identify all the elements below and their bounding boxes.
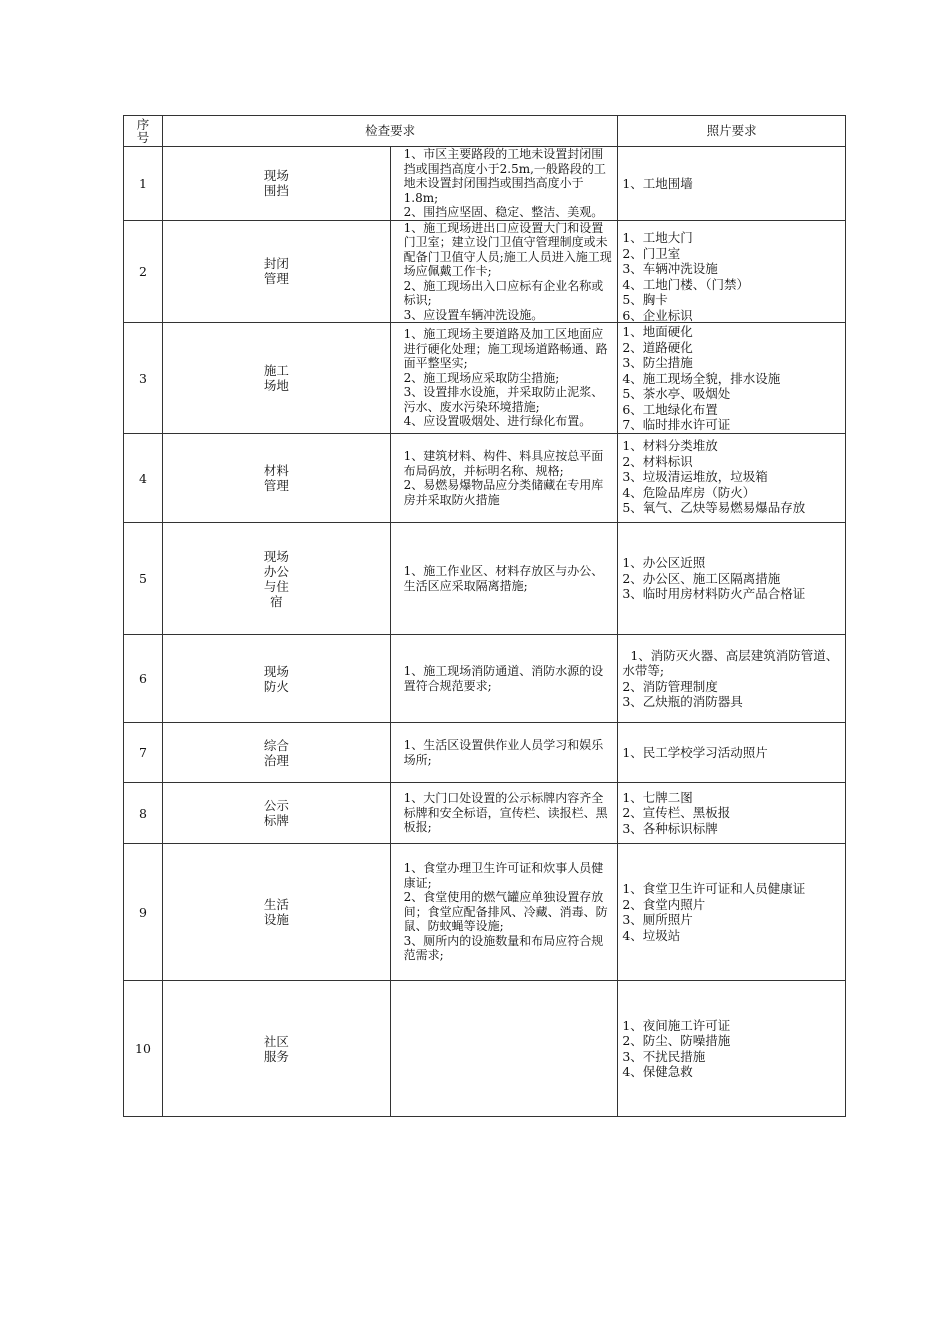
row-requirements	[390, 783, 618, 844]
requirement-line: 2、施工现场应采取防尘措施;	[403, 370, 560, 385]
requirement-line: 2、围挡应坚固、稳定、整洁、美观。	[403, 205, 604, 219]
requirement-line: 1、市区主要路段的工地未设置封闭围挡或围挡高度小于2.5m,一般路段的工地未设置封闭围挡或围挡高度小于1.8m;	[403, 147, 606, 205]
row-photos	[618, 783, 846, 844]
row-item: 施工场地	[163, 323, 391, 434]
row-item: 社区服务	[163, 981, 391, 1117]
photo-line: 4、垃圾站	[622, 927, 681, 943]
row-photos	[618, 147, 846, 221]
row-requirements	[390, 220, 618, 323]
photo-line: 1、工地大门	[622, 230, 693, 246]
photo-line: 2、道路硬化	[622, 339, 693, 355]
row-photos	[618, 723, 846, 783]
photo-line: 5、茶水亭、吸烟处	[622, 386, 731, 401]
row-number: 10	[124, 981, 163, 1117]
photo-line: 3、不扰民措施	[622, 1048, 706, 1064]
photo-line: 5、氧气、乙炔等易燃易爆品存放	[622, 500, 806, 515]
photo-line: 1、七牌二图	[622, 789, 693, 805]
requirement-line: 2、食堂使用的燃气罐应单独设置存放间；食堂应配备排风、冷藏、消毒、防鼠、防蚊蝇等设施;	[403, 890, 608, 934]
table-row	[124, 783, 846, 844]
header-no: 序号	[124, 116, 163, 147]
photo-line: 3、防尘措施	[622, 355, 693, 370]
photo-line: 2、办公区、施工区隔离措施	[622, 570, 781, 586]
row-requirements	[390, 844, 618, 981]
row-photos	[618, 981, 846, 1117]
header-requirement: 检查要求	[163, 116, 618, 147]
row-item: 现场办公与住宿	[163, 523, 391, 635]
row-number: 4	[124, 434, 163, 523]
requirement-line: 1、大门口处设置的公示标牌内容齐全标牌和安全标语，宣传栏、读报栏、黑板报;	[403, 791, 608, 835]
row-photos	[618, 434, 846, 523]
row-item: 材料管理	[163, 434, 391, 523]
table-row	[124, 147, 846, 221]
row-number: 7	[124, 723, 163, 783]
requirement-line: 2、施工现场出入口应标有企业名称或标识;	[403, 278, 604, 307]
row-requirements	[390, 981, 618, 1117]
row-number: 8	[124, 783, 163, 844]
table-row	[124, 523, 846, 635]
photo-line: 1、材料分类堆放	[622, 438, 718, 453]
row-requirements	[390, 723, 618, 783]
table-row	[124, 981, 846, 1117]
table-header-row	[124, 116, 846, 147]
photo-line: 3、乙炔瓶的消防器具	[622, 694, 743, 709]
photo-line: 2、宣传栏、黑板报	[622, 805, 731, 821]
photo-line: 4、危险品库房（防火）	[622, 484, 756, 500]
photo-line: 1、夜间施工许可证	[622, 1017, 731, 1033]
row-number: 1	[124, 147, 163, 221]
photo-line: 1、办公区近照	[622, 555, 706, 571]
requirement-line: 3、厕所内的设施数量和布局应符合规范需求;	[403, 933, 604, 963]
requirement-line: 1、施工现场主要道路及加工区地面应进行硬化处理；施工现场道路畅通、路面平整坚实;	[403, 327, 608, 371]
requirement-line: 2、易燃易爆物品应分类储藏在专用库房并采取防火措施	[403, 478, 604, 507]
photo-line: 3、各种标识标牌	[622, 820, 718, 836]
photo-line: 7、临时排水许可证	[622, 417, 731, 432]
photo-line: 3、垃圾清运堆放，垃圾箱	[622, 469, 768, 484]
photo-line: 6、企业标识	[622, 307, 693, 323]
table-row	[124, 635, 846, 723]
photo-line: 5、胸卡	[622, 292, 668, 308]
row-number: 2	[124, 220, 163, 323]
photo-line: 2、材料标识	[622, 453, 693, 469]
row-item: 综合治理	[163, 723, 391, 783]
photo-line: 4、施工现场全貌，排水设施	[622, 370, 781, 386]
inspection-table	[123, 115, 846, 1117]
requirement-line: 1、施工作业区、材料存放区与办公、生活区应采取隔离措施;	[403, 564, 604, 593]
photo-line: 3、厕所照片	[622, 912, 693, 927]
requirement-line: 1、施工现场进出口应设置大门和设置门卫室；建立设门卫值守管理制度或未配备门卫值守人员;施工人员进入施工现场应佩戴工作卡;	[403, 220, 612, 278]
photo-line: 4、保健急救	[622, 1064, 693, 1079]
requirement-line: 3、设置排水设施，并采取防止泥浆、污水、废水污染环境措施;	[403, 385, 604, 414]
table-row	[124, 323, 846, 434]
table-row	[124, 220, 846, 323]
photo-line: 2、门卫室	[622, 245, 681, 261]
header-photo: 照片要求	[618, 116, 846, 147]
photo-line: 6、工地绿化布置	[622, 401, 718, 417]
row-number: 9	[124, 844, 163, 981]
table-row	[124, 434, 846, 523]
photo-line: 4、工地门楼、（门禁）	[622, 276, 750, 292]
row-number: 3	[124, 323, 163, 434]
requirement-line: 1、生活区设置供作业人员学习和娱乐场所;	[403, 738, 604, 767]
table-row	[124, 723, 846, 783]
row-photos	[618, 323, 846, 434]
photo-line: 2、防尘、防噪措施	[622, 1033, 731, 1048]
requirement-line: 1、施工现场消防通道、消防水源的设置符合规范要求;	[403, 664, 604, 693]
row-item: 现场围挡	[163, 147, 391, 221]
row-photos	[618, 844, 846, 981]
row-requirements	[390, 147, 618, 221]
photo-line: 2、消防管理制度	[622, 678, 718, 694]
row-photos	[618, 635, 846, 723]
photo-line: 1、食堂卫生许可证和人员健康证	[622, 881, 806, 896]
photo-line: 3、临时用房材料防火产品合格证	[622, 586, 806, 602]
row-item: 现场防火	[163, 635, 391, 723]
photo-line: 2、食堂内照片	[622, 896, 706, 912]
photo-line: 1、地面硬化	[622, 324, 693, 339]
row-item: 公示标牌	[163, 783, 391, 844]
photo-line: 1、民工学校学习活动照片	[622, 744, 768, 760]
row-item: 生活设施	[163, 844, 391, 981]
row-requirements	[390, 635, 618, 723]
photo-line: 3、车辆冲洗设施	[622, 261, 718, 277]
row-photos	[618, 220, 846, 323]
photo-line: 1、工地围墙	[622, 175, 693, 191]
row-number: 5	[124, 523, 163, 635]
row-requirements	[390, 434, 618, 523]
requirement-line: 3、应设置车辆冲洗设施。	[403, 307, 544, 322]
row-photos	[618, 523, 846, 635]
row-number: 6	[124, 635, 163, 723]
requirement-line: 4、应设置吸烟处、进行绿化布置。	[403, 414, 592, 429]
photo-line: 1、消防灭火器、高层建筑消防管道、水带等;	[622, 647, 839, 678]
table-row	[124, 844, 846, 981]
requirement-line: 1、建筑材料、构件、料具应按总平面布局码放，并标明名称、规格;	[403, 449, 604, 478]
row-requirements	[390, 523, 618, 635]
requirement-line: 1、食堂办理卫生许可证和炊事人员健康证;	[403, 861, 604, 890]
row-item: 封闭管理	[163, 220, 391, 323]
row-requirements	[390, 323, 618, 434]
